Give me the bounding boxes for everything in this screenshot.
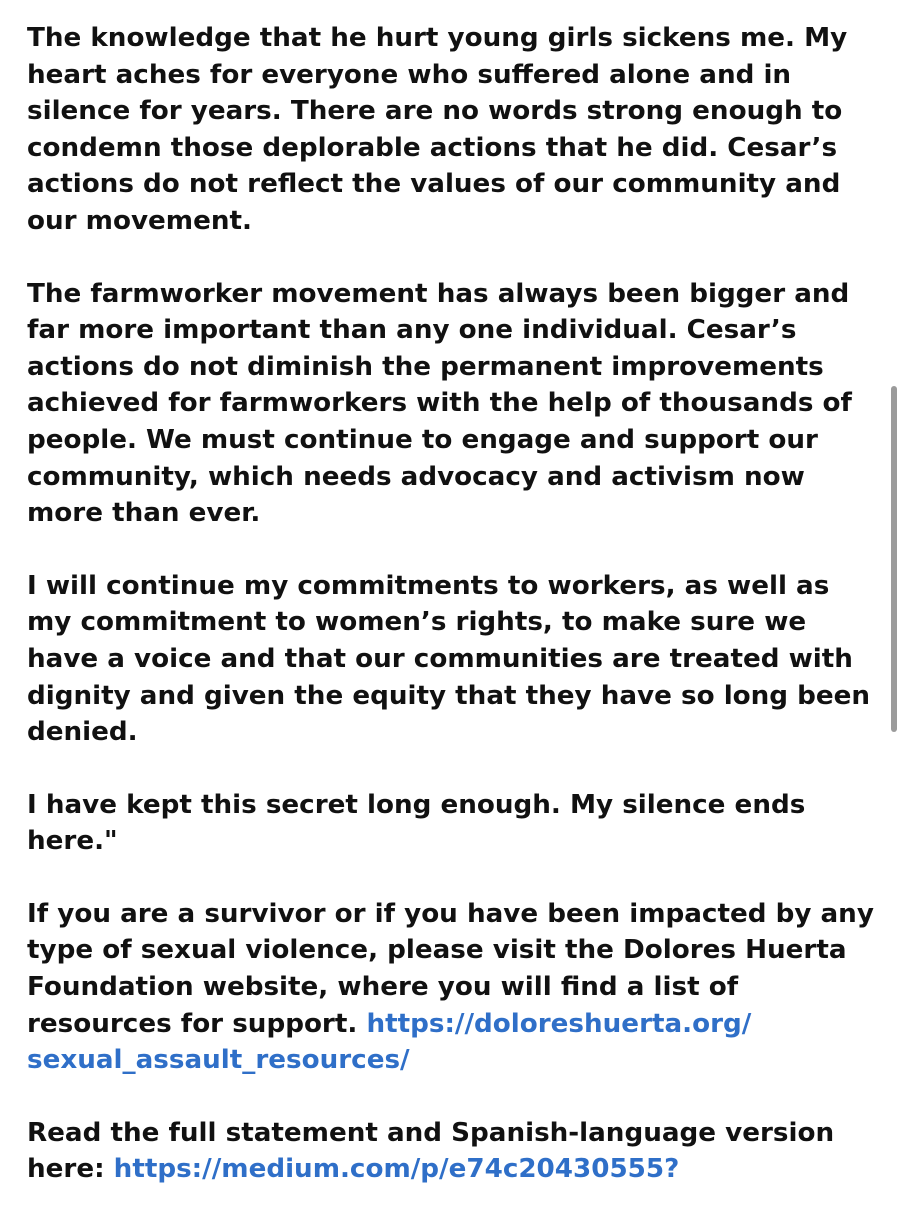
text-line: denied. — [27, 717, 138, 748]
text-line: dignity and given the equity that they have so long been — [27, 680, 871, 711]
text-line: actions do not reflect the values of our community and — [27, 169, 841, 200]
resources-link-part-1[interactable]: https://doloreshuerta.org/ — [366, 1008, 752, 1039]
scrollbar-thumb[interactable] — [891, 386, 897, 732]
paragraph-resources — [27, 896, 877, 1079]
text-line: people. We must continue to engage and support our — [27, 424, 818, 455]
text-line: I will continue my commitments to workers, as well as — [27, 570, 830, 601]
paragraph-full-statement — [27, 1115, 877, 1188]
text-line: here." — [27, 826, 118, 857]
vertical-scrollbar[interactable] — [888, 0, 900, 1200]
text-line: community, which needs advocacy and activism now — [27, 461, 805, 492]
paragraph-commitments — [27, 568, 877, 751]
text-line-with-link — [27, 1006, 877, 1043]
text-line: silence for years. There are no words strong enough to — [27, 96, 843, 127]
text-line-with-link — [27, 1151, 877, 1188]
text-line: actions do not diminish the permanent improvements — [27, 351, 824, 382]
resources-link-part-2[interactable]: sexual_assault_resources/ — [27, 1045, 410, 1076]
text-line: Foundation website, where you will find a list of — [27, 972, 739, 1003]
full-statement-link[interactable]: https://medium.com/p/e74c20430555? — [113, 1154, 680, 1185]
text-line: our movement. — [27, 205, 252, 236]
text-line: more than ever. — [27, 498, 261, 529]
text-line: Read the full statement and Spanish-language version — [27, 1117, 835, 1148]
text-line: far more important than any one individual. Cesar’s — [27, 315, 797, 346]
text-line: I have kept this secret long enough. My silence ends — [27, 789, 806, 820]
text-line: my commitment to women’s rights, to make sure we — [27, 607, 807, 638]
resources-lead-text: resources for support. — [27, 1008, 367, 1039]
text-line: If you are a survivor or if you have been impacted by any — [27, 898, 874, 929]
full-statement-lead-text: here: — [27, 1154, 114, 1185]
text-line: heart aches for everyone who suffered alone and in — [27, 59, 792, 90]
text-line: have a voice and that our communities are treated with — [27, 643, 853, 674]
paragraph-condemnation — [27, 20, 877, 240]
paragraph-movement — [27, 276, 877, 532]
text-line: The farmworker movement has always been bigger and — [27, 278, 850, 309]
text-line: The knowledge that he hurt young girls sickens me. My — [27, 23, 848, 53]
text-line: achieved for farmworkers with the help of thousands of — [27, 388, 852, 419]
post-body — [27, 20, 877, 1224]
paragraph-silence — [27, 787, 877, 860]
text-line: condemn those deplorable actions that he did. Cesar’s — [27, 132, 838, 163]
text-line: type of sexual violence, please visit the Dolores Huerta — [27, 935, 847, 966]
